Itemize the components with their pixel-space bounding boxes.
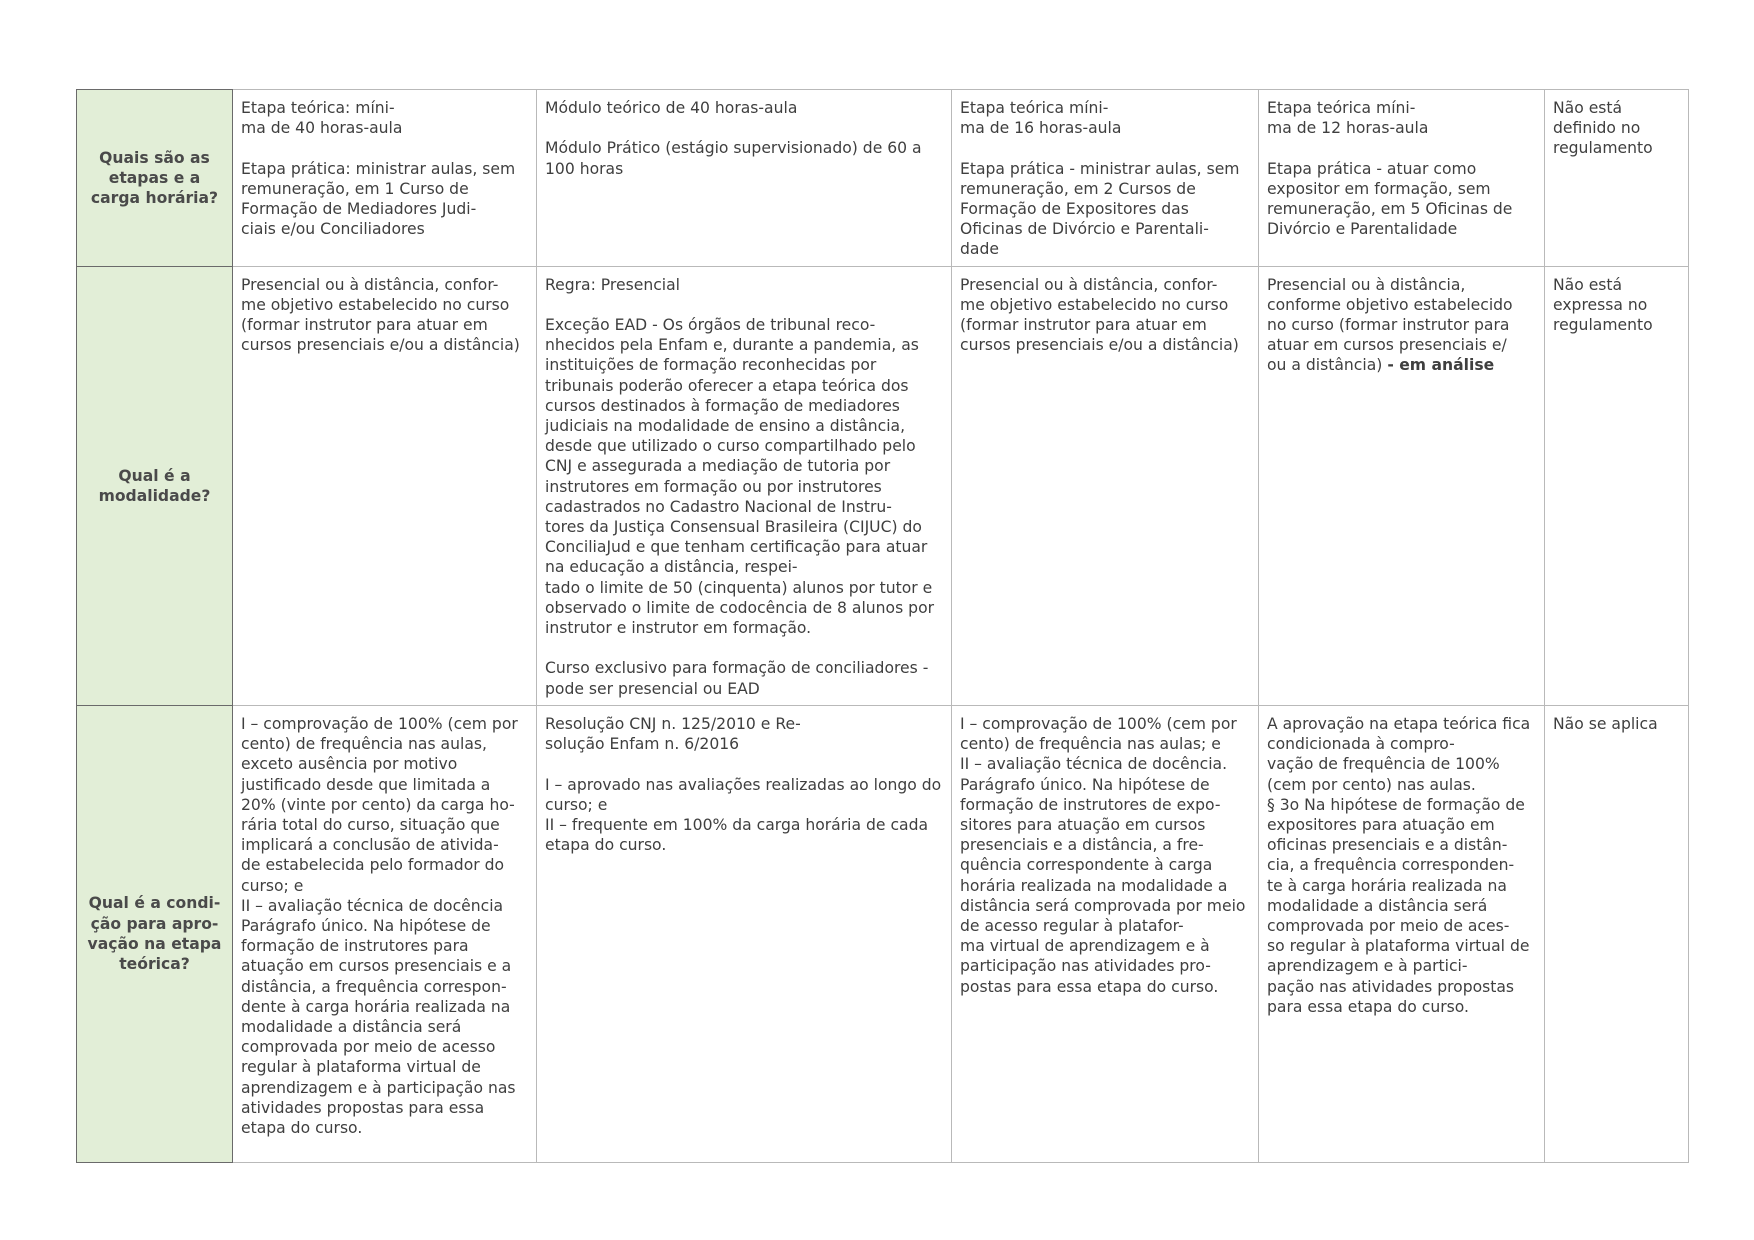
table-cell: Não se aplica xyxy=(1545,705,1689,1162)
row-header-modalidade: Qual é a modalidade? xyxy=(77,266,233,705)
table-cell: Presencial ou à distância, confor- me objetivo estabelecido no curso (formar instrutor para atuar em cursos presenciais e/ou a distância) xyxy=(233,266,537,705)
cell-text: Presencial ou à distância, conforme objetivo estabelecido no curso (formar instrutor para atuar em cursos presenciais e/ ou a distância) xyxy=(1267,275,1513,375)
table-cell: Resolução CNJ n. 125/2010 e Re- solução Enfam n. 6/2016 I – aprovado nas avaliações realizadas ao longo do curso; e II – frequente em 100% da carga horária de cada etapa do curso. xyxy=(537,705,952,1162)
table-cell: Não está expressa no regulamento xyxy=(1545,266,1689,705)
table-cell xyxy=(1259,266,1545,705)
table-cell: I – comprovação de 100% (cem por cento) de frequência nas aulas; e II – avaliação técnica de docência. Parágrafo único. Na hipótese de formação de instrutores de expo- sitores para atuação em cursos presenciais e a distância, a fre- quência correspondente à carga horária realizada na modalidade a distância será comprovada por meio de acesso regular à platafor- ma virtual de aprendizagem e à participação nas atividades pro- postas para essa etapa do curso. xyxy=(952,705,1259,1162)
table-cell: I – comprovação de 100% (cem por cento) de frequência nas aulas, exceto ausência por motivo justificado desde que limitada a 20% (vinte por cento) da carga ho- rária total do curso, situação que implicará a conclusão de ativida- de estabelecida pelo formador do curso; e II – avaliação técnica de docência Parágrafo único. Na hipótese de formação de instrutores para atuação em cursos presenciais e a distância, a frequência correspon- dente à carga horária realizada na modalidade a distância será comprovada por meio de acesso regular à plataforma virtual de aprendizagem e à participação nas atividades propostas para essa etapa do curso. xyxy=(233,705,537,1162)
table-row xyxy=(77,705,1689,1162)
emphasis-text: - em análise xyxy=(1387,356,1495,375)
table-row xyxy=(77,90,1689,267)
comparison-table xyxy=(76,89,1689,1163)
table-cell: A aprovação na etapa teórica fica condicionada à compro- vação de frequência de 100% (cem por cento) nas aulas. § 3o Na hipótese de formação de expositores para atuação em oficinas presenciais e a distân- cia, a frequência corresponden- te à carga horária realizada na modalidade a distância será comprovada por meio de aces- so regular à plataforma virtual de aprendizagem e à partici- pação nas atividades propostas para essa etapa do curso. xyxy=(1259,705,1545,1162)
row-header-etapas: Quais são as etapas e a carga horária? xyxy=(77,90,233,267)
table-cell: Não está definido no regulamento xyxy=(1545,90,1689,267)
table-cell: Etapa teórica míni- ma de 12 horas-aula Etapa prática - atuar como expositor em formação, sem remuneração, em 5 Oficinas de Divórcio e Parentalidade xyxy=(1259,90,1545,267)
row-header-condicao: Qual é a condi- ção para apro- vação na etapa teórica? xyxy=(77,705,233,1162)
table-row xyxy=(77,266,1689,705)
table-cell: Regra: Presencial Exceção EAD - Os órgãos de tribunal reco- nhecidos pela Enfam e, durante a pandemia, as instituições de formação reconhecidas por tribunais poderão oferecer a etapa teórica dos cursos destinados à formação de mediadores judiciais na modalidade de ensino a distância, desde que utilizado o curso compartilhado pelo CNJ e assegurada a mediação de tutoria por instrutores em formação ou por instrutores cadastrados no Cadastro Nacional de Instru- tores da Justiça Consensual Brasileira (CIJUC) do ConciliaJud e que tenham certificação para atuar na educação a distância, respei- tado o limite de 50 (cinquenta) alunos por tutor e observado o limite de codocência de 8 alunos por instrutor e instrutor em formação. Curso exclusivo para formação de conciliadores - pode ser presencial ou EAD xyxy=(537,266,952,705)
table-cell: Etapa teórica míni- ma de 16 horas-aula Etapa prática - ministrar aulas, sem remuneração, em 2 Cursos de Formação de Expositores das Oficinas de Divórcio e Parentali- dade xyxy=(952,90,1259,267)
table-cell: Módulo teórico de 40 horas-aula Módulo Prático (estágio supervisionado) de 60 a 100 horas xyxy=(537,90,952,267)
table-cell: Presencial ou à distância, confor- me objetivo estabelecido no curso (formar instrutor para atuar em cursos presenciais e/ou a distância) xyxy=(952,266,1259,705)
table-cell: Etapa teórica: míni- ma de 40 horas-aula Etapa prática: ministrar aulas, sem remuneração, em 1 Curso de Formação de Mediadores Judi- ciais e/ou Conciliadores xyxy=(233,90,537,267)
